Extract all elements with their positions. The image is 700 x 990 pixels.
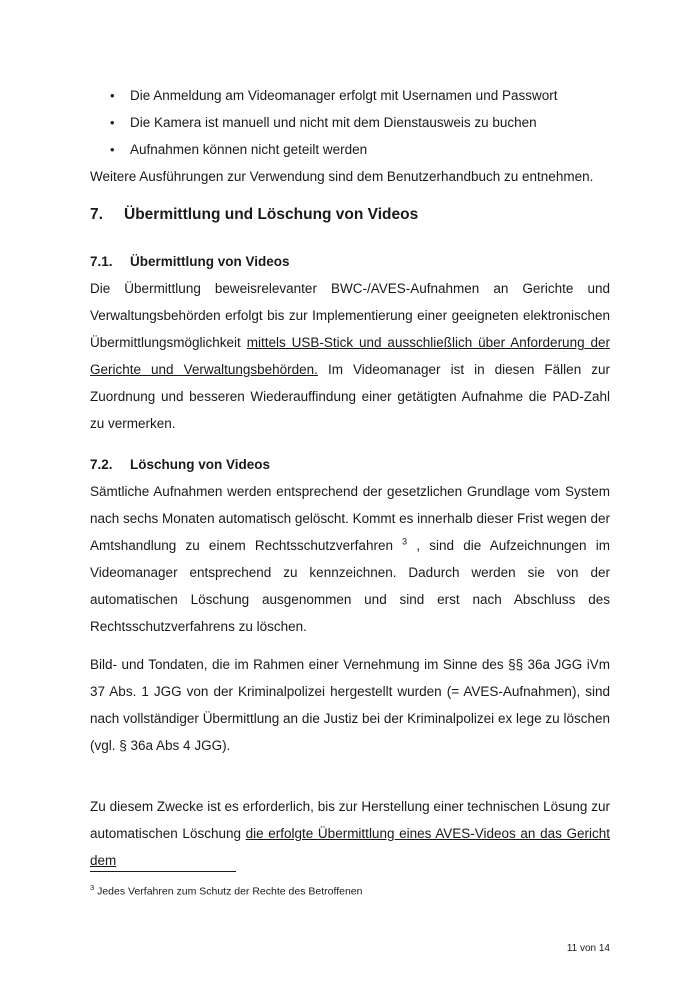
section-heading-7 (90, 200, 610, 230)
paragraph-segment: , sind die Aufzeichnungen im Videomanager entsprechend zu kennzeichnen. Dadurch werden sie von der automatischen Löschung ausgenommen und sind erst nach Abschluss des Rechtsschutzverfahrens zu löschen. (90, 538, 610, 634)
paragraph-segment: Sämtliche Aufnahmen werden entsprechend der gesetzlichen Grundlage vom System nach sechs Monaten automatisch gelöscht. Kommt es innerhalb dieser Frist wegen der Amtshandlung zu einem Rechtsschutzverfahren (90, 484, 611, 553)
paragraph-segment-underlined: mittels USB-Stick und ausschließlich über Anforderung der Gerichte und Verwaltungsbehörden. (90, 335, 610, 377)
list-item (90, 109, 610, 136)
sub-section-title: Übermittlung von Videos (130, 254, 290, 269)
sub-heading-7-1 (90, 248, 610, 275)
bullet-icon: • (110, 115, 115, 130)
paragraph-loeschung-1 (90, 478, 610, 640)
sub-section-title: Löschung von Videos (130, 457, 271, 472)
bullet-icon: • (110, 88, 115, 103)
bullet-text: Die Anmeldung am Videomanager erfolgt mit Usernamen und Passwort (130, 88, 558, 103)
bullet-list (90, 82, 610, 163)
page-number: 11 von 14 (566, 943, 610, 954)
bullet-text: Die Kamera ist manuell und nicht mit dem Dienstausweis zu buchen (130, 115, 537, 130)
sub-section-number: 7.2. (90, 457, 113, 472)
list-item (90, 82, 610, 109)
paragraph-after-bullets: Weitere Ausführungen zur Verwendung sind dem Benutzerhandbuch zu entnehmen. (90, 169, 594, 184)
paragraph-segment: Die Übermittlung beweisrelevanter BWC-/AVES-Aufnahmen an Gerichte und Verwaltungsbehörden erfolgt bis zur Implementierung einer geeigneten elektronischen Übermittlungsmöglichkeit (90, 281, 610, 350)
sub-section-number: 7.1. (90, 254, 113, 269)
bullet-text: Aufnahmen können nicht geteilt werden (130, 142, 368, 157)
paragraph-uebermittlung (90, 275, 610, 437)
paragraph-segment: Im Videomanager ist in diesen Fällen zur Zuordnung und besseren Wiederauffindung einer getätigten Aufnahme die PAD-Zahl zu vermerken. (90, 362, 610, 431)
paragraph-loeschung-2: Bild- und Tondaten, die im Rahmen einer Vernehmung im Sinne des §§ 36a JGG iVm 37 Abs. 1 JGG von der Kriminalpolizei hergestellt wurden (= AVES-Aufnahmen), sind nach vollständiger Übermittlung an die Justiz bei der Kriminalpolizei ex lege zu löschen (vgl. § 36a Abs 4 JGG). (90, 657, 610, 753)
list-item (90, 136, 610, 163)
section-number: 7. (90, 206, 103, 223)
footnote-marker: 3 (90, 883, 95, 892)
bullet-icon: • (110, 142, 115, 157)
footnote-reference: 3 (402, 536, 408, 547)
paragraph-segment-underlined: die erfolgte Übermittlung eines AVES-Videos an das Gericht dem (90, 826, 610, 868)
section-title: Übermittlung und Löschung von Videos (124, 206, 419, 223)
footnote-block (90, 871, 610, 900)
paragraph-loeschung-3 (90, 793, 610, 874)
sub-heading-7-2 (90, 451, 610, 478)
paragraph-segment: Zu diesem Zwecke ist es erforderlich, bis zur Herstellung einer technischen Lösung zur automatischen Löschung (90, 799, 610, 841)
footnote-separator (90, 871, 236, 872)
footnote-text: Jedes Verfahren zum Schutz der Rechte des Betroffenen (97, 885, 363, 898)
footnote (90, 880, 610, 900)
